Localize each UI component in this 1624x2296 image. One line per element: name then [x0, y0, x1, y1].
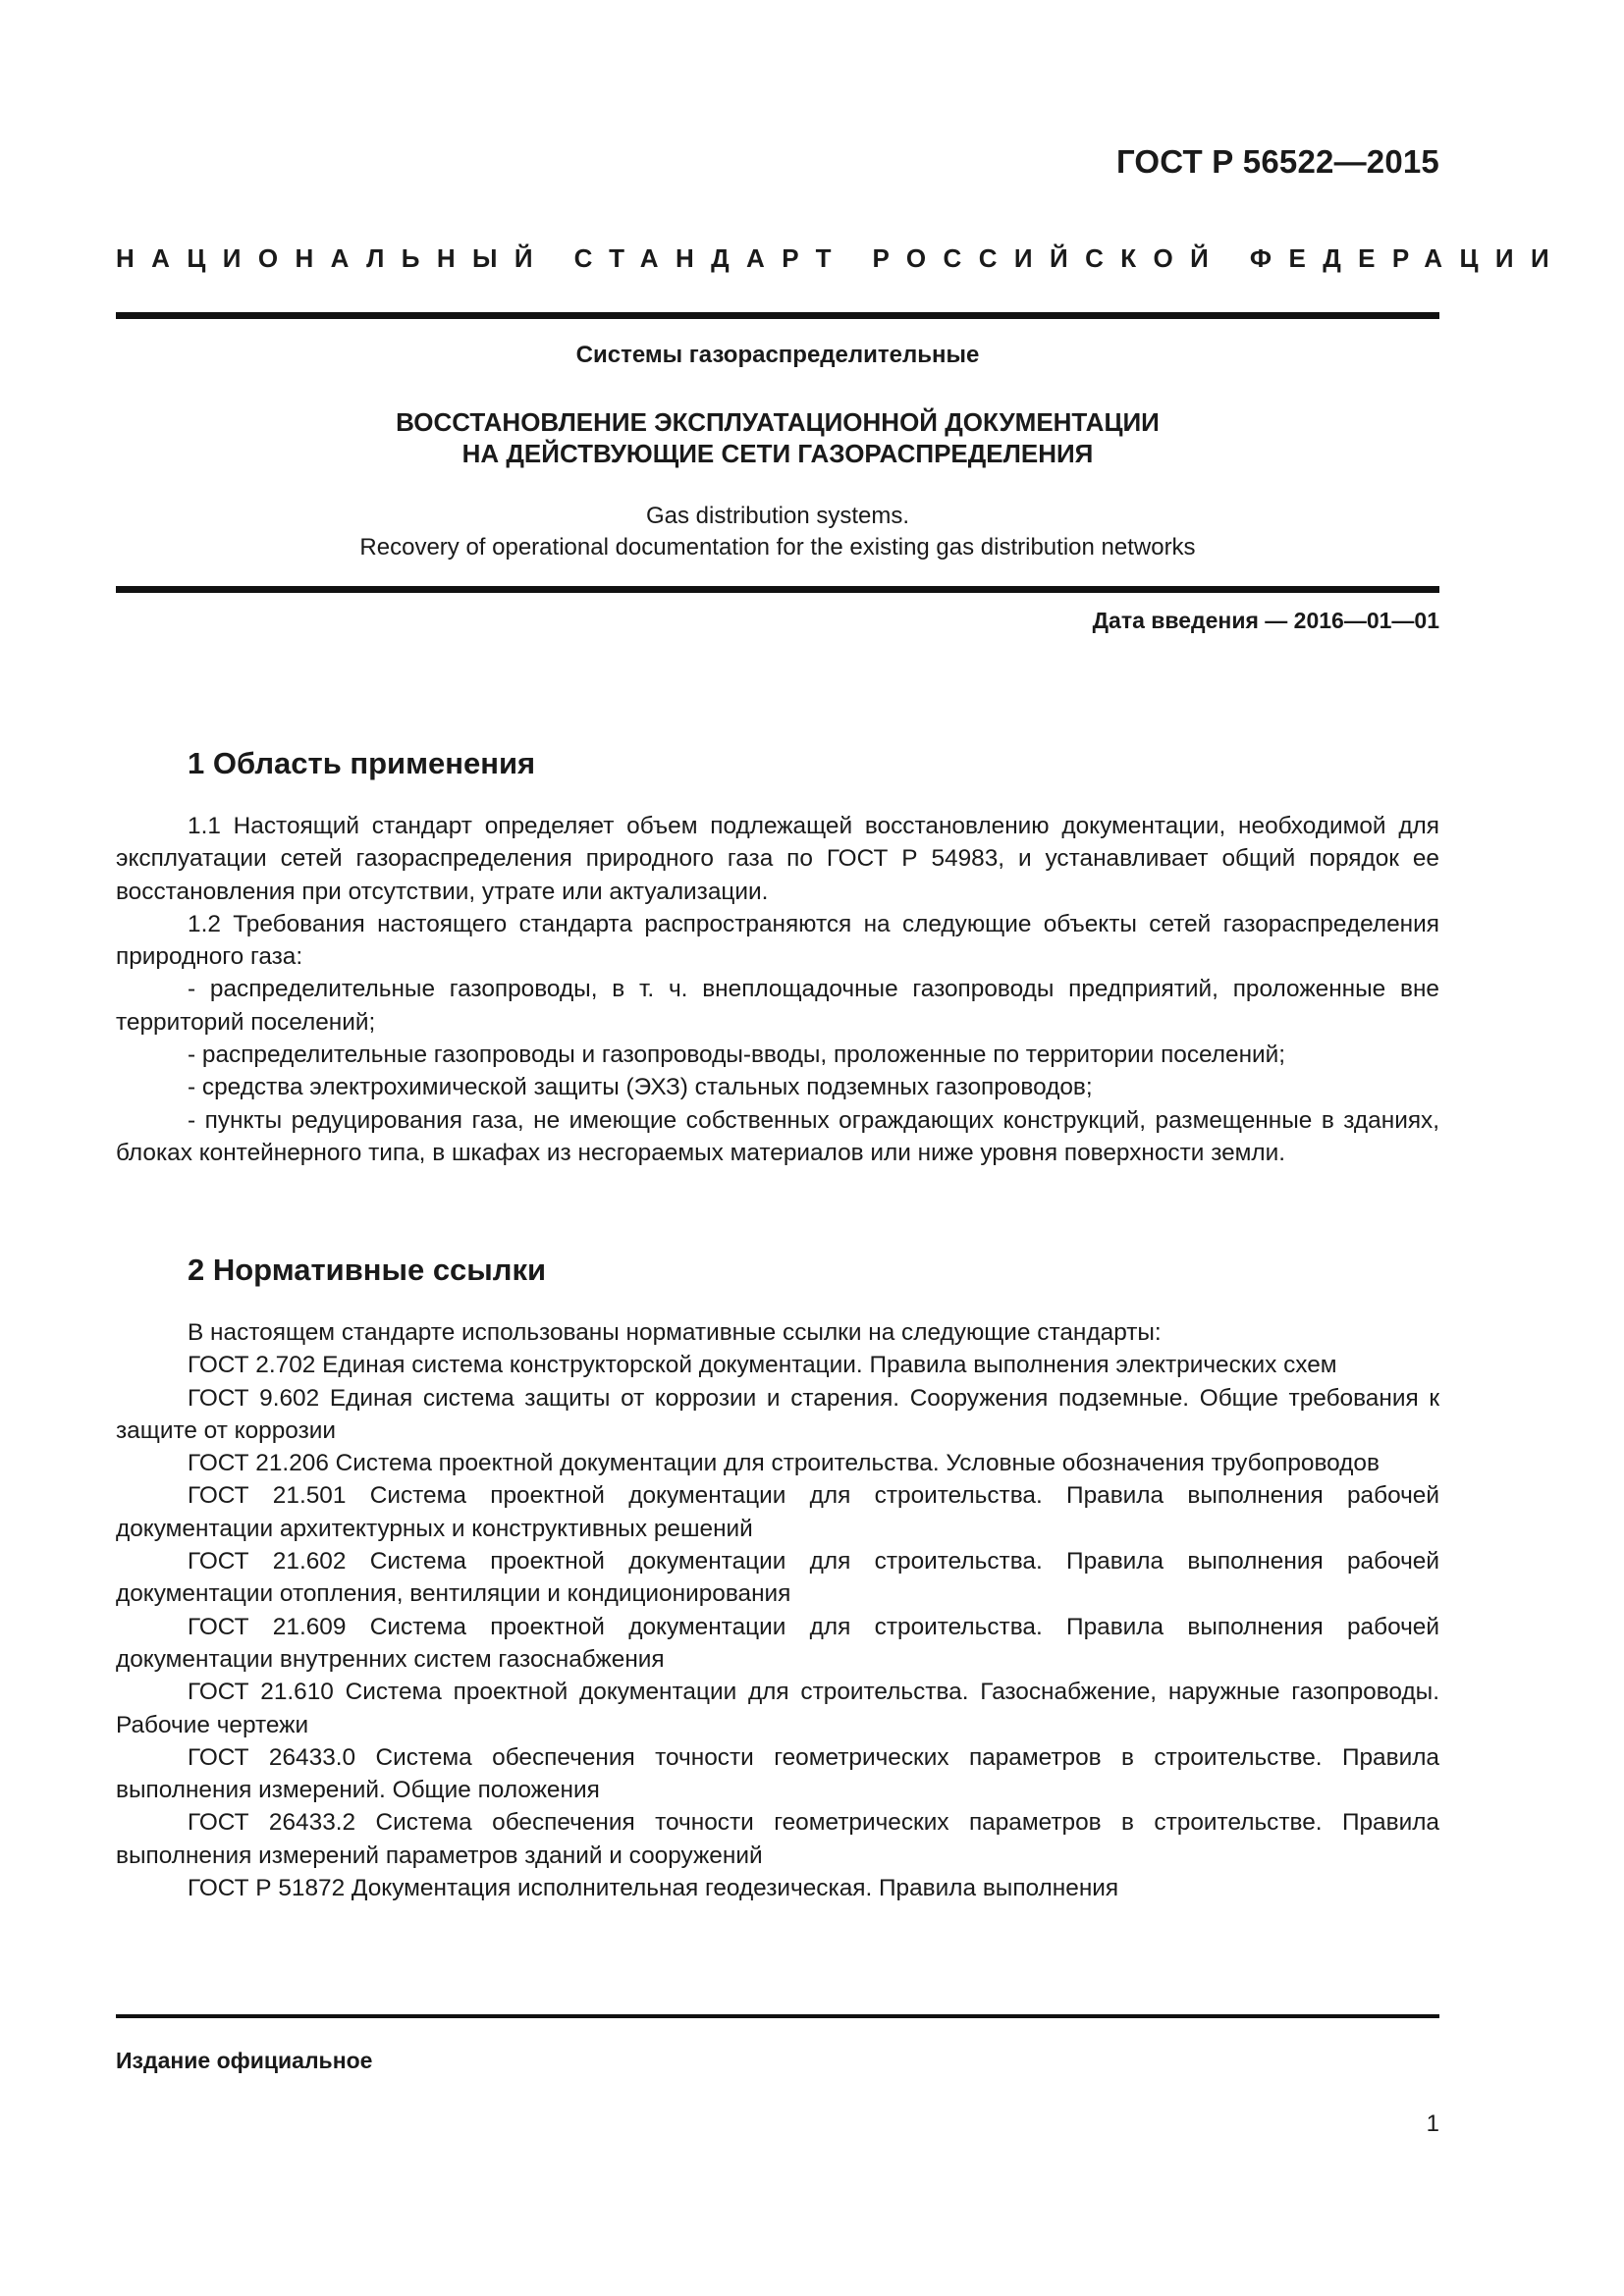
paragraph: - пункты редуцирования газа, не имеющие собственных ограждающих конструкций, размещенные в зданиях, блоках контейнерного типа, в шкафах из несгораемых материалов или ниже уровня поверхности земли.: [116, 1106, 1439, 1166]
page-number: 1: [1426, 2110, 1439, 2137]
section-heading: 1 Область применения: [188, 746, 536, 780]
reference-item: ГОСТ 21.610 Система проектной документации для строительства. Газоснабжение, наружные газопроводы. Рабочие чертежи: [116, 1679, 1439, 1738]
reference-item: ГОСТ 21.206 Система проектной документации для строительства. Условные обозначения трубопроводов: [188, 1450, 1380, 1477]
footer-rule: [116, 2014, 1439, 2018]
english-title-line: Gas distribution systems.: [645, 503, 910, 529]
reference-item: ГОСТ 26433.0 Система обеспечения точности геометрических параметров в строительстве. Правила выполнения измерений. Общие положения: [116, 1743, 1439, 1804]
paragraph: В настоящем стандарте использованы нормативные ссылки на следующие стандарты:: [188, 1319, 1162, 1346]
reference-item: ГОСТ Р 51872 Документация исполнительная геодезическая. Правила выполнения: [188, 1875, 1119, 1902]
top-rule: [116, 312, 1439, 319]
section-body: [116, 1316, 1439, 1904]
paragraph: 1.1 Настоящий стандарт определяет объем подлежащей восстановлению документации, необходимой для эксплуатации сетей газораспределения природного газа по ГОСТ Р 54983, и устанавливает общий порядок ее восстановления при отсутствии, утрате или актуализации.: [116, 813, 1439, 905]
reference-item: ГОСТ 26433.2 Система обеспечения точности геометрических параметров в строительстве. Правила выполнения измерений параметров зданий и сооружений: [116, 1809, 1439, 1869]
title-bottom-rule: [116, 586, 1439, 593]
reference-item: ГОСТ 21.609 Система проектной документации для строительства. Правила выполнения рабочей документации внутренних систем газоснабжения: [116, 1613, 1439, 1673]
paragraph: 1.2 Требования настоящего стандарта распространяются на следующие объекты сетей газораспределения природного газа:: [116, 910, 1439, 971]
introduction-date: Дата введения — 2016—01—01: [1092, 608, 1439, 633]
english-title: [116, 501, 1439, 563]
title-line: НА ДЕЙСТВУЮЩИЕ СЕТИ ГАЗОРАСПРЕДЕЛЕНИЯ: [461, 439, 1094, 468]
paragraph: - распределительные газопроводы, в т. ч. внеплощадочные газопроводы предприятий, проложенные вне территорий поселений;: [116, 976, 1439, 1036]
document-title: [116, 406, 1439, 469]
section-heading: 2 Нормативные ссылки: [188, 1253, 547, 1287]
english-title-line: Recovery of operational documentation for the existing gas distribution networks: [359, 534, 1196, 561]
reference-item: ГОСТ 21.602 Система проектной документации для строительства. Правила выполнения рабочей документации отопления, вентиляции и кондиционирования: [116, 1548, 1439, 1608]
paragraph: - средства электрохимической защиты (ЭХЗ) стальных подземных газопроводов;: [188, 1074, 1093, 1101]
national-standard-banner: НАЦИОНАЛЬНЫЙ СТАНДАРТ РОССИЙСКОЙ ФЕДЕРАЦИИ: [116, 243, 1567, 273]
official-edition-label: Издание официальное: [116, 2048, 373, 2073]
document-page: [116, 0, 1567, 2296]
document-code: ГОСТ Р 56522—2015: [1115, 143, 1439, 180]
paragraph: - распределительные газопроводы и газопроводы-вводы, проложенные по территории поселений;: [188, 1041, 1286, 1069]
title-line: ВОССТАНОВЛЕНИЕ ЭКСПЛУАТАЦИОННОЙ ДОКУМЕНТАЦИИ: [396, 407, 1160, 437]
section-body: [116, 810, 1439, 1169]
reference-item: ГОСТ 21.501 Система проектной документации для строительства. Правила выполнения рабочей документации архитектурных и конструктивных решений: [116, 1482, 1439, 1542]
reference-item: ГОСТ 9.602 Единая система защиты от коррозии и старения. Сооружения подземные. Общие требования к защите от коррозии: [116, 1384, 1439, 1444]
reference-item: ГОСТ 2.702 Единая система конструкторской документации. Правила выполнения электрических схем: [188, 1352, 1337, 1379]
document-subject: Системы газораспределительные: [575, 342, 980, 368]
